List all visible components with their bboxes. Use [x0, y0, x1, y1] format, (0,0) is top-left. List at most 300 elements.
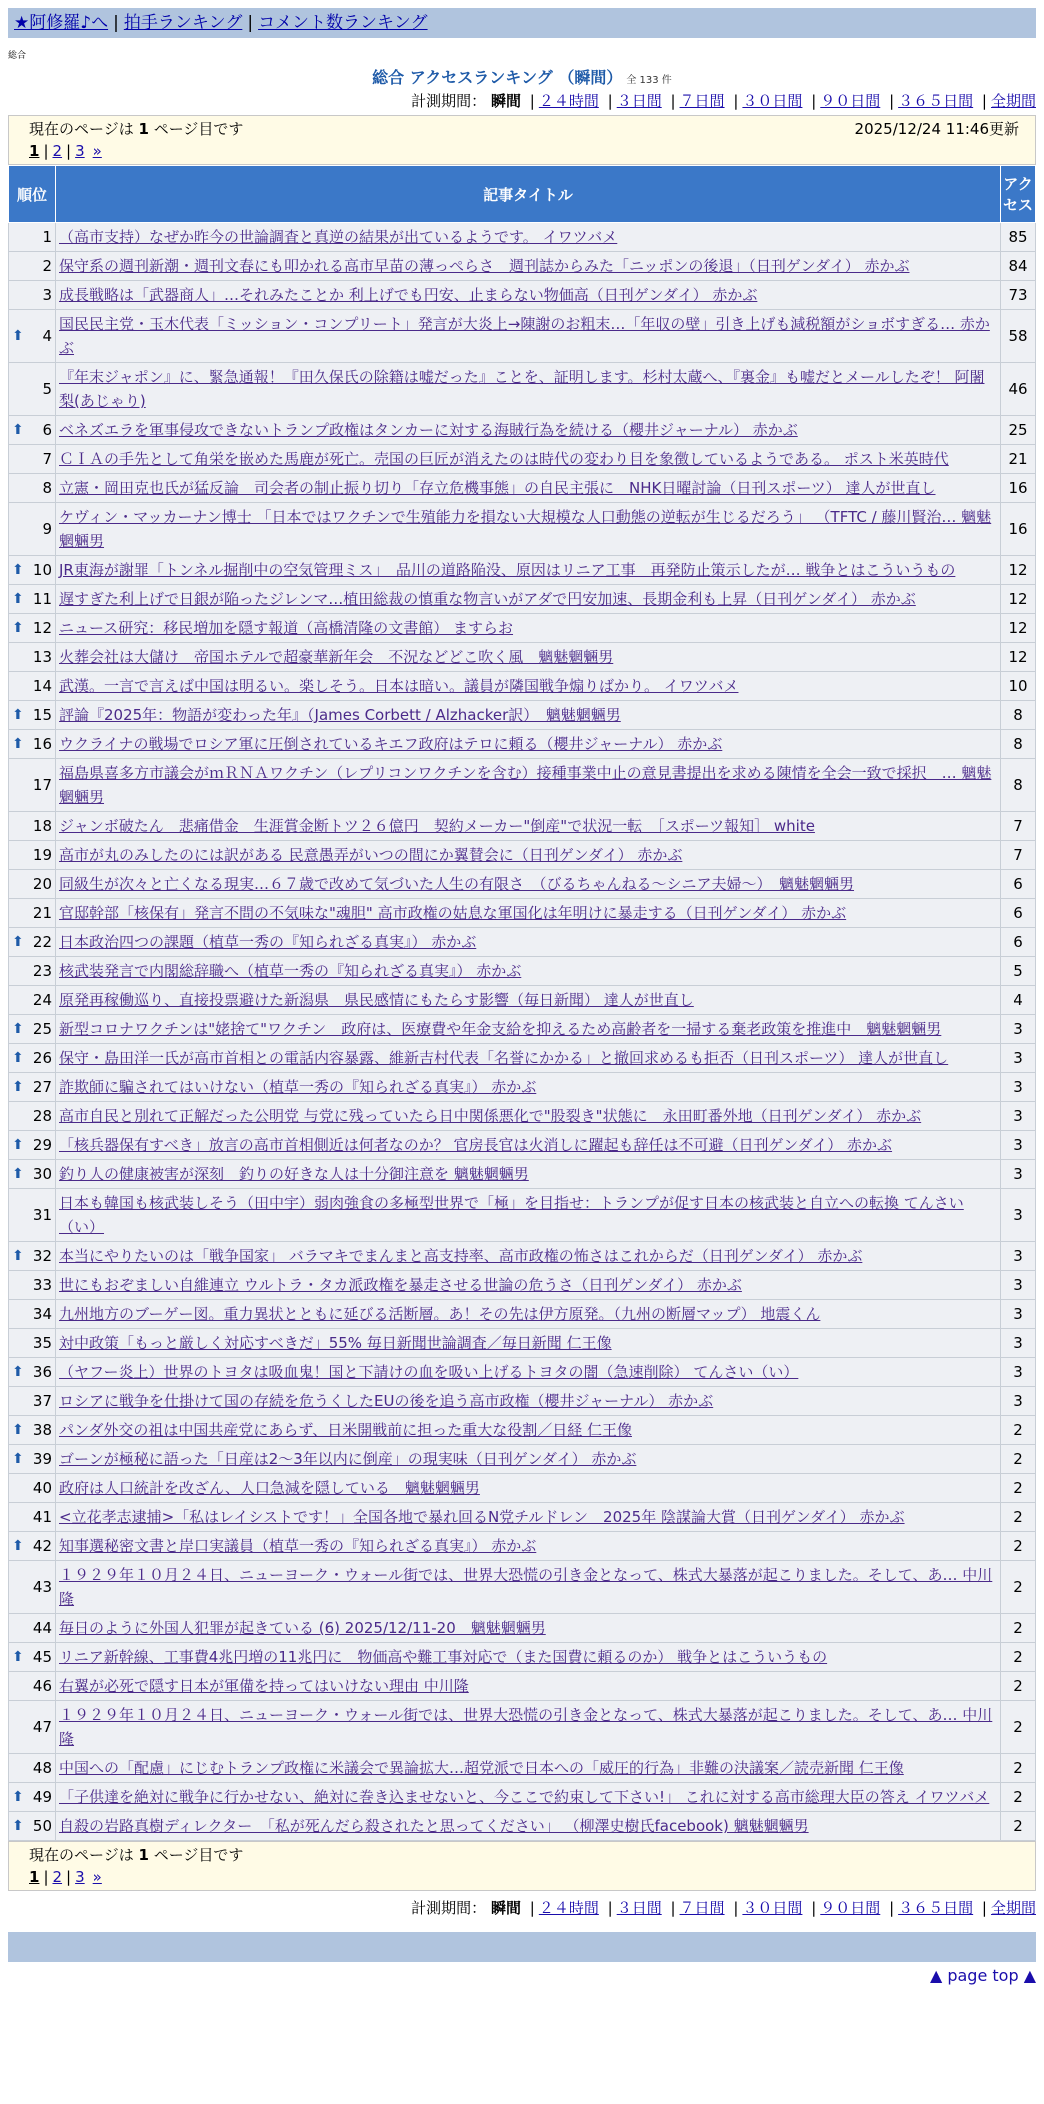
title-cell — [56, 1643, 1001, 1672]
rank-number: 25 — [32, 1020, 52, 1038]
table-row — [9, 1701, 1036, 1754]
title-cell — [56, 1102, 1001, 1131]
page-link-3[interactable]: 3 — [75, 142, 85, 160]
rank-number: 13 — [32, 648, 52, 666]
rank-cell — [9, 252, 56, 281]
rank-number: 8 — [42, 479, 52, 497]
table-row — [9, 1561, 1036, 1614]
rank-cell — [9, 1300, 56, 1329]
article-title-link[interactable]: 官邸幹部「核保有」発言不問の不気味な"魂胆" 高市政権の姑息な軍国化は年明けに暴走する（日刊ゲンダイ） 赤かぶ — [59, 904, 847, 922]
article-title-link[interactable]: 本当にやりたいのは「戦争国家」 バラマキでまんまと高支持率、高市政権の怖さはこれからだ（日刊ゲンダイ） 赤かぶ — [59, 1247, 863, 1265]
category-label: 総合 — [8, 51, 27, 61]
title-cell — [56, 1300, 1001, 1329]
article-title-link[interactable]: 保守系の週刊新潮・週刊文春にも叩かれる高市早苗の薄っぺらさ 週刊誌からみた「ニッポンの後退」（日刊ゲンダイ） 赤かぶ — [59, 257, 910, 275]
rank-cell — [9, 1189, 56, 1242]
nav-separator: | — [247, 13, 254, 33]
rank-cell — [9, 1015, 56, 1044]
table-row — [9, 957, 1036, 986]
access-count: 2 — [1001, 1754, 1036, 1783]
access-count: 7 — [1001, 812, 1036, 841]
access-count: 2 — [1001, 1416, 1036, 1445]
rank-cell — [9, 1812, 56, 1841]
period-current: 瞬間 — [490, 1899, 521, 1917]
rank-cell — [9, 1073, 56, 1102]
title-cell — [56, 1445, 1001, 1474]
rank-up-arrow-icon: ⬆ — [12, 1050, 24, 1066]
article-title-link[interactable]: パンダ外交の祖は中国共産党にあらず、日米開戦前に担った重大な役割／日経 仁王像 — [59, 1421, 632, 1439]
title-cell — [56, 672, 1001, 701]
article-title-link[interactable]: <立花孝志逮捕>「私はレイシストです！」全国各地で暴れ回るN党チルドレン 2025年 陰謀論大賞（日刊ゲンダイ） 赤かぶ — [59, 1508, 905, 1526]
access-count: 3 — [1001, 1387, 1036, 1416]
article-title-link[interactable]: ジャンボ破たん 悲痛借金 生涯賞金断トツ２６億円 契約メーカー"倒産"で状況一転 ［スポーツ報知］ white — [59, 817, 815, 835]
access-count: 3 — [1001, 1160, 1036, 1189]
rank-number: 32 — [32, 1247, 52, 1265]
access-count: 5 — [1001, 957, 1036, 986]
period-current: 瞬間 — [490, 92, 521, 110]
rank-up-arrow-icon: ⬆ — [12, 1649, 24, 1665]
article-title-link[interactable]: 政府は人口統計を改ざん、人口急減を隠している 魑魅魍魎男 — [59, 1479, 480, 1497]
article-title-link[interactable]: 日本も韓国も核武装しそう（田中宇）弱肉強食の多極型世界で「極」を目指せ：トランプが促す日本の核武装と自立への転換 てんさい（い） — [59, 1194, 964, 1236]
rank-cell — [9, 1532, 56, 1561]
article-title-link[interactable]: 評論『2025年：物語が変わった年』（James Corbett / Alzhacker訳） 魑魅魍魎男 — [59, 706, 621, 724]
access-count: 12 — [1001, 585, 1036, 614]
title-cell — [56, 899, 1001, 928]
rank-cell — [9, 841, 56, 870]
table-row — [9, 1614, 1036, 1643]
article-title-link[interactable]: 高市が丸のみしたのには訳がある 民意愚弄がいつの間にか翼賛会に（日刊ゲンダイ） 赤かぶ — [59, 846, 683, 864]
ranking-table — [8, 165, 1036, 1841]
page-top-row — [8, 1966, 1036, 1985]
rank-number: 36 — [32, 1363, 52, 1381]
access-count: 3 — [1001, 1271, 1036, 1300]
rank-up-arrow-icon: ⬆ — [12, 1451, 24, 1467]
title-cell — [56, 1532, 1001, 1561]
title-cell — [56, 986, 1001, 1015]
title-cell — [56, 1189, 1001, 1242]
access-count: 3 — [1001, 1015, 1036, 1044]
article-title-link[interactable]: 保守・島田洋一氏が高市首相との電話内容暴露、維新吉村代表「名誉にかかる」と撤回求めるも拒否（日刊スポーツ） 達人が世直し — [59, 1049, 949, 1067]
rank-up-arrow-icon: ⬆ — [12, 1818, 24, 1834]
page-current: 1 — [29, 1868, 40, 1886]
rank-cell — [9, 1416, 56, 1445]
access-count: 3 — [1001, 1358, 1036, 1387]
period-link-7d[interactable]: ７日間 — [679, 1899, 725, 1917]
table-row — [9, 503, 1036, 556]
rank-number: 50 — [32, 1817, 52, 1835]
updated-timestamp: 2025/12/24 11:46更新 — [854, 120, 1019, 138]
rank-up-arrow-icon: ⬆ — [12, 1538, 24, 1554]
access-count: 10 — [1001, 672, 1036, 701]
rank-cell — [9, 1561, 56, 1614]
article-title-link[interactable]: 詐欺師に騙されてはいけない（植草一秀の『知られざる真実』） 赤かぶ — [59, 1078, 537, 1096]
title-cell — [56, 730, 1001, 759]
nav-link-asyura[interactable]: ★阿修羅♪へ — [14, 13, 109, 33]
table-row — [9, 1073, 1036, 1102]
title-cell — [56, 252, 1001, 281]
rank-cell — [9, 556, 56, 585]
period-link-24h[interactable]: ２４時間 — [538, 92, 599, 110]
table-row — [9, 252, 1036, 281]
access-count: 2 — [1001, 1783, 1036, 1812]
access-count: 25 — [1001, 416, 1036, 445]
rank-cell — [9, 223, 56, 252]
rank-cell — [9, 363, 56, 416]
rank-cell — [9, 701, 56, 730]
period-link-365d[interactable]: ３６５日間 — [898, 1899, 974, 1917]
rank-number: 24 — [32, 991, 52, 1009]
article-title-link[interactable]: 同級生が次々と亡くなる現実…６７歳で改めて気づいた人生の有限さ （びるちゃんねる〜シニア夫婦〜） 魑魅魍魎男 — [59, 875, 855, 893]
rank-number: 21 — [32, 904, 52, 922]
rank-number: 33 — [32, 1276, 52, 1294]
nav-link-clap-ranking[interactable]: 拍手ランキング — [123, 13, 243, 33]
rank-number: 45 — [32, 1648, 52, 1666]
title-cell — [56, 957, 1001, 986]
article-title-link[interactable]: 核武装発言で内閣総辞職へ（植草一秀の『知られざる真実』） 赤かぶ — [59, 962, 522, 980]
access-count: 2 — [1001, 1474, 1036, 1503]
table-row — [9, 1672, 1036, 1701]
page-link-2[interactable]: 2 — [52, 142, 63, 160]
rank-number: 47 — [32, 1718, 52, 1736]
rank-number: 40 — [32, 1479, 52, 1497]
period-link-24h[interactable]: ２４時間 — [538, 1899, 599, 1917]
period-label: 計測期間： — [411, 1899, 487, 1917]
article-title-link[interactable]: ケヴィン・マッカーナン博士 「日本ではワクチンで生殖能力を損ない大規模な人口動態の逆転が生じるだろう」 （TFTC / 藤川賢治… 魑魅魍魎男 — [59, 508, 992, 550]
title-cell — [56, 1044, 1001, 1073]
table-row — [9, 310, 1036, 363]
article-title-link[interactable]: （高市支持）なぜか昨今の世論調査と真逆の結果が出ているようです。 イワツバメ — [59, 228, 618, 246]
nav-link-comment-ranking[interactable]: コメント数ランキング — [258, 13, 428, 33]
rank-number: 1 — [42, 228, 52, 246]
rank-up-arrow-icon: ⬆ — [12, 1079, 24, 1095]
title-cell — [56, 556, 1001, 585]
title-cell — [56, 363, 1001, 416]
access-count: 8 — [1001, 701, 1036, 730]
access-count: 2 — [1001, 1532, 1036, 1561]
article-title-link[interactable]: １９２９年１０月２４日、ニューヨーク・ウォール街では、世界大恐慌の引き金となって、株式大暴落が起こりました。そして、あ… 中川隆 — [59, 1566, 993, 1608]
page-status: 現在のページは 1 ページ目です — [29, 120, 244, 138]
rank-cell — [9, 957, 56, 986]
access-count: 3 — [1001, 1329, 1036, 1358]
access-count: 6 — [1001, 899, 1036, 928]
article-title-link[interactable]: ウクライナの戦場でロシア軍に圧倒されているキエフ政府はテロに頼る（櫻井ジャーナル） 赤かぶ — [59, 735, 723, 753]
rank-cell — [9, 812, 56, 841]
access-count: 16 — [1001, 474, 1036, 503]
table-row — [9, 841, 1036, 870]
table-row — [9, 1271, 1036, 1300]
rank-number: 37 — [32, 1392, 52, 1410]
article-title-link[interactable]: （ヤフー炎上）世界のトヨタは吸血鬼！国と下請けの血を吸い上げるトヨタの闇（急速削除） てんさい（い） — [59, 1363, 799, 1381]
rank-up-arrow-icon: ⬆ — [12, 1422, 24, 1438]
period-selector-bottom: 計測期間： 瞬間 | ２４時間 | ３日間 | ７日間 | ３０日間 | ９０日間 | ３６５日間 | 全期間 — [411, 1899, 1036, 1917]
rank-number: 15 — [32, 706, 52, 724]
rank-number: 29 — [32, 1136, 52, 1154]
access-count: 16 — [1001, 503, 1036, 556]
page-top-link[interactable]: ▲ page top ▲ — [929, 1966, 1036, 1985]
table-row — [9, 1015, 1036, 1044]
title-cell — [56, 1160, 1001, 1189]
title-cell — [56, 1754, 1001, 1783]
title-cell — [56, 1614, 1001, 1643]
title-cell — [56, 585, 1001, 614]
article-title-link[interactable]: 自殺の岩路真樹ディレクター 「私が死んだら殺されたと思ってください」 （柳澤史樹氏facebook) 魑魅魍魎男 — [59, 1817, 809, 1835]
title-cell — [56, 1783, 1001, 1812]
rank-cell — [9, 672, 56, 701]
page-next-link[interactable]: » — [92, 1868, 102, 1886]
rank-number: 28 — [32, 1107, 52, 1125]
rank-cell — [9, 1271, 56, 1300]
table-row — [9, 672, 1036, 701]
article-title-link[interactable]: 福島県喜多方市議会がｍＲＮＡワクチン（レプリコンワクチンを含む）接種事業中止の意見書提出を求める陳情を全会一致で採択 … 魑魅魍魎男 — [59, 764, 992, 806]
period-link-30d[interactable]: ３０日間 — [742, 1899, 803, 1917]
rank-up-arrow-icon: ⬆ — [12, 422, 24, 438]
rank-cell — [9, 928, 56, 957]
table-row — [9, 1387, 1036, 1416]
rank-number: 9 — [42, 520, 52, 538]
rank-cell — [9, 1329, 56, 1358]
rank-number: 17 — [32, 776, 52, 794]
table-row — [9, 1503, 1036, 1532]
article-title-link[interactable]: 高市自民と別れて正解だった公明党 与党に残っていたら日中関係悪化で"股裂き"状態に 永田町番外地（日刊ゲンダイ） 赤かぶ — [59, 1107, 922, 1125]
rank-number: 2 — [42, 257, 52, 275]
page-current: 1 — [29, 142, 40, 160]
access-count: 6 — [1001, 870, 1036, 899]
article-title-link[interactable]: 原発再稼働巡り、直接投票避けた新潟県 県民感情にもたらす影響（毎日新聞） 達人が世直し — [59, 991, 694, 1009]
rank-cell — [9, 474, 56, 503]
rank-cell — [9, 1358, 56, 1387]
page-next-link[interactable]: » — [92, 142, 102, 160]
period-link-7d[interactable]: ７日間 — [679, 92, 725, 110]
rank-cell — [9, 1131, 56, 1160]
rank-number: 42 — [32, 1537, 52, 1555]
rank-number: 23 — [32, 962, 52, 980]
access-count: 2 — [1001, 1643, 1036, 1672]
access-count: 85 — [1001, 223, 1036, 252]
title-cell — [56, 928, 1001, 957]
article-title-link[interactable]: ベネズエラを軍事侵攻できないトランプ政権はタンカーに対する海賊行為を続ける（櫻井ジャーナル） 赤かぶ — [59, 421, 798, 439]
rank-up-arrow-icon: ⬆ — [12, 1248, 24, 1264]
access-count: 2 — [1001, 1672, 1036, 1701]
col-header-title: 記事タイトル — [56, 166, 1001, 223]
table-row — [9, 1102, 1036, 1131]
article-title-link[interactable]: ニュース研究：移民増加を隠す報道（高橋清隆の文書館） ますらお — [59, 619, 514, 637]
access-count: 4 — [1001, 986, 1036, 1015]
period-selector-top: 計測期間： 瞬間 | ２４時間 | ３日間 | ７日間 | ３０日間 | ９０日間 | ３６５日間 | 全期間 — [411, 92, 1036, 110]
footer-bar — [8, 1932, 1036, 1962]
period-link-90d[interactable]: ９０日間 — [820, 92, 881, 110]
table-row — [9, 1160, 1036, 1189]
ranking-table-body — [9, 223, 1036, 1841]
page-status: 現在のページは 1 ページ目です — [29, 1846, 244, 1864]
rank-cell — [9, 986, 56, 1015]
access-count: 2 — [1001, 1812, 1036, 1841]
article-title-link[interactable]: 対中政策「もっと厳しく対応すべきだ」55% 毎日新聞世論調査／毎日新聞 仁王像 — [59, 1334, 612, 1352]
title-cell — [56, 1073, 1001, 1102]
article-title-link[interactable]: 毎日のように外国人犯罪が起きている (6) 2025/12/11-20 魑魅魍魎男 — [59, 1619, 546, 1637]
access-count: 8 — [1001, 759, 1036, 812]
rank-cell — [9, 281, 56, 310]
title-cell — [56, 1242, 1001, 1271]
article-title-link[interactable]: ＣＩＡの手先として角栄を嵌めた馬鹿が死亡。売国の巨匠が消えたのは時代の変わり目を象徴しているようである。 ポスト米英時代 — [59, 450, 949, 468]
article-title-link[interactable]: ロシアに戦争を仕掛けて国の存続を危うくしたEUの後を追う高市政権（櫻井ジャーナル） 赤かぶ — [59, 1392, 714, 1410]
pager-bottom: 現在のページは 1 ページ目です 1 | 2 | 3 » — [8, 1841, 1036, 1891]
period-link-3d[interactable]: ３日間 — [616, 92, 662, 110]
title-cell — [56, 416, 1001, 445]
title-cell — [56, 1131, 1001, 1160]
rank-up-arrow-icon: ⬆ — [12, 328, 24, 344]
article-title-link[interactable]: 「核兵器保有すべき」放言の高市首相側近は何者なのか？ 官房長官は火消しに躍起も辞任は不可避（日刊ゲンダイ） 赤かぶ — [59, 1136, 893, 1154]
title-cell — [56, 1503, 1001, 1532]
rank-number: 39 — [32, 1450, 52, 1468]
period-link-all[interactable]: 全期間 — [990, 1899, 1036, 1917]
title-cell — [56, 812, 1001, 841]
rank-cell — [9, 730, 56, 759]
access-count: 12 — [1001, 643, 1036, 672]
access-count: 6 — [1001, 928, 1036, 957]
table-row — [9, 281, 1036, 310]
access-count: 58 — [1001, 310, 1036, 363]
title-cell — [56, 614, 1001, 643]
table-row — [9, 870, 1036, 899]
rank-number: 19 — [32, 846, 52, 864]
rank-cell — [9, 1445, 56, 1474]
table-row — [9, 701, 1036, 730]
article-title-link[interactable]: 成長戦略は「武器商人」…それみたことか 利上げでも円安、止まらない物価高（日刊ゲンダイ） 赤かぶ — [59, 286, 758, 304]
item-count: 全 133 件 — [626, 75, 672, 86]
rank-cell — [9, 1102, 56, 1131]
rank-up-arrow-icon: ⬆ — [12, 1789, 24, 1805]
article-title-link[interactable]: 右翼が必死で隠す日本が軍備を持ってはいけない理由 中川隆 — [59, 1677, 469, 1695]
rank-number: 4 — [42, 327, 52, 345]
table-row — [9, 474, 1036, 503]
title-cell — [56, 1416, 1001, 1445]
article-title-link[interactable]: １９２９年１０月２４日、ニューヨーク・ウォール街では、世界大恐慌の引き金となって、株式大暴落が起こりました。そして、あ… 中川隆 — [59, 1706, 993, 1748]
top-nav-bar — [8, 8, 1036, 38]
rank-number: 7 — [42, 450, 52, 468]
rank-up-arrow-icon: ⬆ — [12, 736, 24, 752]
period-link-30d[interactable]: ３０日間 — [742, 92, 803, 110]
title-cell — [56, 310, 1001, 363]
article-title-link[interactable]: 「子供達を絶対に戦争に行かせない、絶対に巻き込ませないと、今ここで約束して下さい!」 これに対する高市総理大臣の答え イワツバメ — [59, 1788, 990, 1806]
rank-up-arrow-icon: ⬆ — [12, 591, 24, 607]
table-row — [9, 1783, 1036, 1812]
access-count: 3 — [1001, 1102, 1036, 1131]
title-cell — [56, 841, 1001, 870]
rank-number: 49 — [32, 1788, 52, 1806]
rank-cell — [9, 1503, 56, 1532]
rank-up-arrow-icon: ⬆ — [12, 1166, 24, 1182]
rank-cell — [9, 899, 56, 928]
nav-separator: | — [113, 13, 119, 33]
title-cell — [56, 1387, 1001, 1416]
table-row — [9, 928, 1036, 957]
title-cell — [56, 1474, 1001, 1503]
rank-cell — [9, 503, 56, 556]
table-row — [9, 1131, 1036, 1160]
rank-cell — [9, 1672, 56, 1701]
article-title-link[interactable]: 知事選秘密文書と岸口実議員（植草一秀の『知られざる真実』） 赤かぶ — [59, 1537, 537, 1555]
table-row — [9, 1044, 1036, 1073]
period-link-all[interactable]: 全期間 — [990, 92, 1036, 110]
rank-number: 34 — [32, 1305, 52, 1323]
access-count: 21 — [1001, 445, 1036, 474]
article-title-link[interactable]: 遅すぎた利上げで日銀が陥ったジレンマ…植田総裁の慎重な物言いがアダで円安加速、長期金利も上昇（日刊ゲンダイ） 赤かぶ — [59, 590, 916, 608]
article-title-link[interactable]: 新型コロナワクチンは"姥捨て"ワクチン 政府は、医療費や年金支給を抑えるため高齢者を一掃する棄老政策を推進中 魑魅魍魎男 — [59, 1020, 942, 1038]
period-link-365d[interactable]: ３６５日間 — [898, 92, 974, 110]
pager-top: 現在のページは 1 ページ目です 2025/12/24 11:46更新 1 | 2 | 3 » — [8, 115, 1036, 165]
table-row — [9, 556, 1036, 585]
article-title-link[interactable]: リニア新幹線、工事費4兆円増の11兆円に 物価高や難工事対応で（また国費に頼るのか） 戦争とはこういうもの — [59, 1648, 828, 1666]
access-count: 3 — [1001, 1131, 1036, 1160]
title-cell — [56, 1329, 1001, 1358]
access-count: 73 — [1001, 281, 1036, 310]
title-cell — [56, 474, 1001, 503]
rank-number: 41 — [32, 1508, 52, 1526]
article-title-link[interactable]: 日本政治四つの課題（植草一秀の『知られざる真実』） 赤かぶ — [59, 933, 477, 951]
page-link-2[interactable]: 2 — [52, 1868, 63, 1886]
article-title-link[interactable]: 国民民主党・玉木代表「ミッション・コンプリート」発言が大炎上→陳謝のお粗末…「年収の壁」引き上げも減税額がショボすぎる… 赤かぶ — [59, 315, 990, 357]
rank-number: 20 — [32, 875, 52, 893]
rank-up-arrow-icon: ⬆ — [12, 1364, 24, 1380]
table-row — [9, 445, 1036, 474]
article-title-link[interactable]: 九州地方のブーゲー図。重力異状とともに延びる活断層。あ！その先は伊方原発。（九州の断層マップ） 地震くん — [59, 1305, 821, 1323]
article-title-link[interactable]: 立憲・岡田克也氏が猛反論 司会者の制止振り切り「存立危機事態」の自民主張に NHK日曜討論（日刊スポーツ） 達人が世直し — [59, 479, 936, 497]
title-cell — [56, 223, 1001, 252]
article-title-link[interactable]: 釣り人の健康被害が深刻 釣りの好きな人は十分御注意を 魑魅魍魎男 — [59, 1165, 529, 1183]
article-title-link[interactable]: 中国への「配慮」にじむトランプ政権に米議会で異論拡大…超党派で日本への「威圧的行為」非難の決議案／読売新聞 仁王像 — [59, 1759, 904, 1777]
title-cell — [56, 643, 1001, 672]
article-title-link[interactable]: 武漢。一言で言えば中国は明るい。楽しそう。日本は暗い。議員が隣国戦争煽りばかり。 イワツバメ — [59, 677, 739, 695]
article-title-link[interactable]: 火葬会社は大儲け 帝国ホテルで超豪華新年会 不況などどこ吹く風 魑魅魍魎男 — [59, 648, 614, 666]
period-link-90d[interactable]: ９０日間 — [820, 1899, 881, 1917]
rank-cell — [9, 416, 56, 445]
article-title-link[interactable]: ゴーンが極秘に語った「日産は2〜3年以内に倒産」の現実味（日刊ゲンダイ） 赤かぶ — [59, 1450, 637, 1468]
table-row — [9, 1329, 1036, 1358]
access-count: 8 — [1001, 730, 1036, 759]
table-row — [9, 585, 1036, 614]
table-row — [9, 363, 1036, 416]
article-title-link[interactable]: 『年末ジャポン』に、緊急通報！『田久保氏の除籍は嘘だった』ことを、証明します。杉村太蔵へ、『裏金』も嘘だとメールしたぞ！ 阿闍梨(あじゃり) — [59, 368, 985, 410]
access-count: 2 — [1001, 1503, 1036, 1532]
rank-cell — [9, 1754, 56, 1783]
table-row — [9, 812, 1036, 841]
article-title-link[interactable]: JR東海が謝罪「トンネル掘削中の空気管理ミス」 品川の道路陥没、原因はリニア工事 再発防止策示したが… 戦争とはこういうもの — [59, 561, 956, 579]
access-count: 2 — [1001, 1445, 1036, 1474]
rank-number: 44 — [32, 1619, 52, 1637]
rank-number: 5 — [42, 380, 52, 398]
rank-number: 26 — [32, 1049, 52, 1067]
table-row — [9, 1474, 1036, 1503]
title-cell — [56, 701, 1001, 730]
period-link-3d[interactable]: ３日間 — [616, 1899, 662, 1917]
access-count: 46 — [1001, 363, 1036, 416]
rank-number: 27 — [32, 1078, 52, 1096]
rank-number: 30 — [32, 1165, 52, 1183]
rank-number: 31 — [32, 1206, 52, 1224]
table-row — [9, 416, 1036, 445]
table-row — [9, 986, 1036, 1015]
title-cell — [56, 759, 1001, 812]
title-cell — [56, 1358, 1001, 1387]
table-row — [9, 614, 1036, 643]
article-title-link[interactable]: 世にもおぞましい自維連立 ウルトラ・タカ派政権を暴走させる世論の危うさ（日刊ゲンダイ） 赤かぶ — [59, 1276, 742, 1294]
rank-number: 46 — [32, 1677, 52, 1695]
rank-up-arrow-icon: ⬆ — [12, 1021, 24, 1037]
period-label: 計測期間： — [411, 92, 487, 110]
table-row — [9, 1300, 1036, 1329]
rank-cell — [9, 585, 56, 614]
title-cell — [56, 281, 1001, 310]
page-link-3[interactable]: 3 — [75, 1868, 85, 1886]
